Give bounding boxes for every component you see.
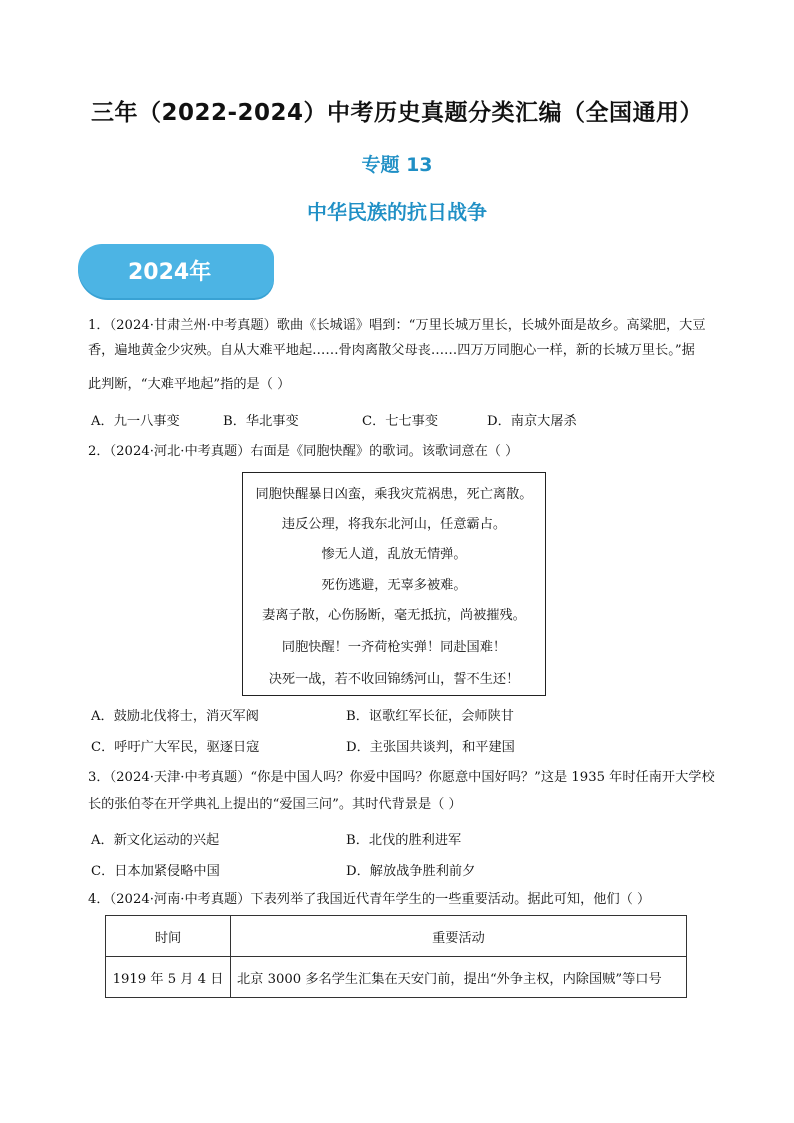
lyric-line: 惨无人道，乱放无情弹。 [321, 547, 467, 562]
question-2-option-c: C．呼吁广大军民，驱逐日寇 [91, 740, 260, 755]
question-1-line-1: 1．（2024·甘肃兰州·中考真题）歌曲《长城谣》唱到：“万里长城万里长，长城外面是故乡。高粱肥，大豆 [88, 318, 706, 333]
question-2-option-b: B．讴歌红军长征，会师陕甘 [346, 709, 514, 724]
topic-number: 专题 13 [361, 154, 433, 176]
question-1-option-d: D．南京大屠杀 [487, 414, 577, 429]
question-1-option-a: A．九一八事变 [91, 414, 180, 429]
table-cell-activity: 北京 3000 多名学生汇集在天安门前，提出“外争主权，内除国贼”等口号 [231, 957, 687, 998]
question-3-line-2: 长的张伯苓在开学典礼上提出的“爱国三问”。其时代背景是（ ） [88, 797, 462, 812]
question-1-line-3: 此判断，“大难平地起”指的是（ ） [88, 377, 291, 392]
question-2-option-a: A．鼓励北伐将士，消灭军阀 [91, 709, 259, 724]
table-header-row [106, 916, 687, 957]
question-1-option-b: B．华北事变 [223, 414, 299, 429]
question-3-option-c: C．日本加紧侵略中国 [91, 864, 220, 879]
lyric-line: 同胞快醒！一齐荷枪实弹！同赴国难！ [281, 640, 507, 655]
lyric-line: 同胞快醒暴日凶蛮，乘我灾荒祸患，死亡离散。 [255, 487, 533, 502]
question-2-line-1: 2．（2024·河北·中考真题）右面是《同胞快醒》的歌词。该歌词意在（ ） [88, 444, 519, 459]
question-3-option-a: A．新文化运动的兴起 [91, 833, 220, 848]
lyric-line: 妻离子散，心伤肠断，毫无抵抗，尚被摧残。 [262, 608, 526, 623]
question-4-line-1: 4．（2024·河南·中考真题）下表列举了我国近代青年学生的一些重要活动。据此可知，他们（ ） [88, 892, 651, 907]
question-3-option-d: D．解放战争胜利前夕 [346, 864, 476, 879]
activities-table [105, 915, 687, 998]
question-2-option-d: D．主张国共谈判，和平建国 [346, 740, 515, 755]
question-1-option-c: C．七七事变 [362, 414, 439, 429]
year-badge-label: 2024年 [128, 260, 212, 285]
question-3-option-b: B．北伐的胜利进军 [346, 833, 462, 848]
question-1-line-2: 香，遍地黄金少灾殃。自从大难平地起……骨肉离散父母丧……四万万同胞心一样，新的长城万里长。”据 [88, 343, 695, 358]
table-header-time: 时间 [106, 916, 231, 957]
lyric-line: 决死一战，若不收回锦绣河山，誓不生还！ [268, 672, 520, 687]
lyric-line: 违反公理，将我东北河山，任意霸占。 [281, 517, 507, 532]
lyric-line: 死伤逃避，无辜多被难。 [321, 578, 467, 593]
table-row [106, 957, 687, 998]
table-header-activity: 重要活动 [231, 916, 687, 957]
document-title: 三年（2022-2024）中考历史真题分类汇编（全国通用） [90, 100, 704, 126]
table-cell-time: 1919 年 5 月 4 日 [106, 957, 231, 998]
question-3-line-1: 3．（2024·天津·中考真题）“你是中国人吗？你爱中国吗？你愿意中国好吗？”这是 1935 年时任南开大学校 [88, 770, 715, 785]
topic-name: 中华民族的抗日战争 [307, 200, 487, 224]
